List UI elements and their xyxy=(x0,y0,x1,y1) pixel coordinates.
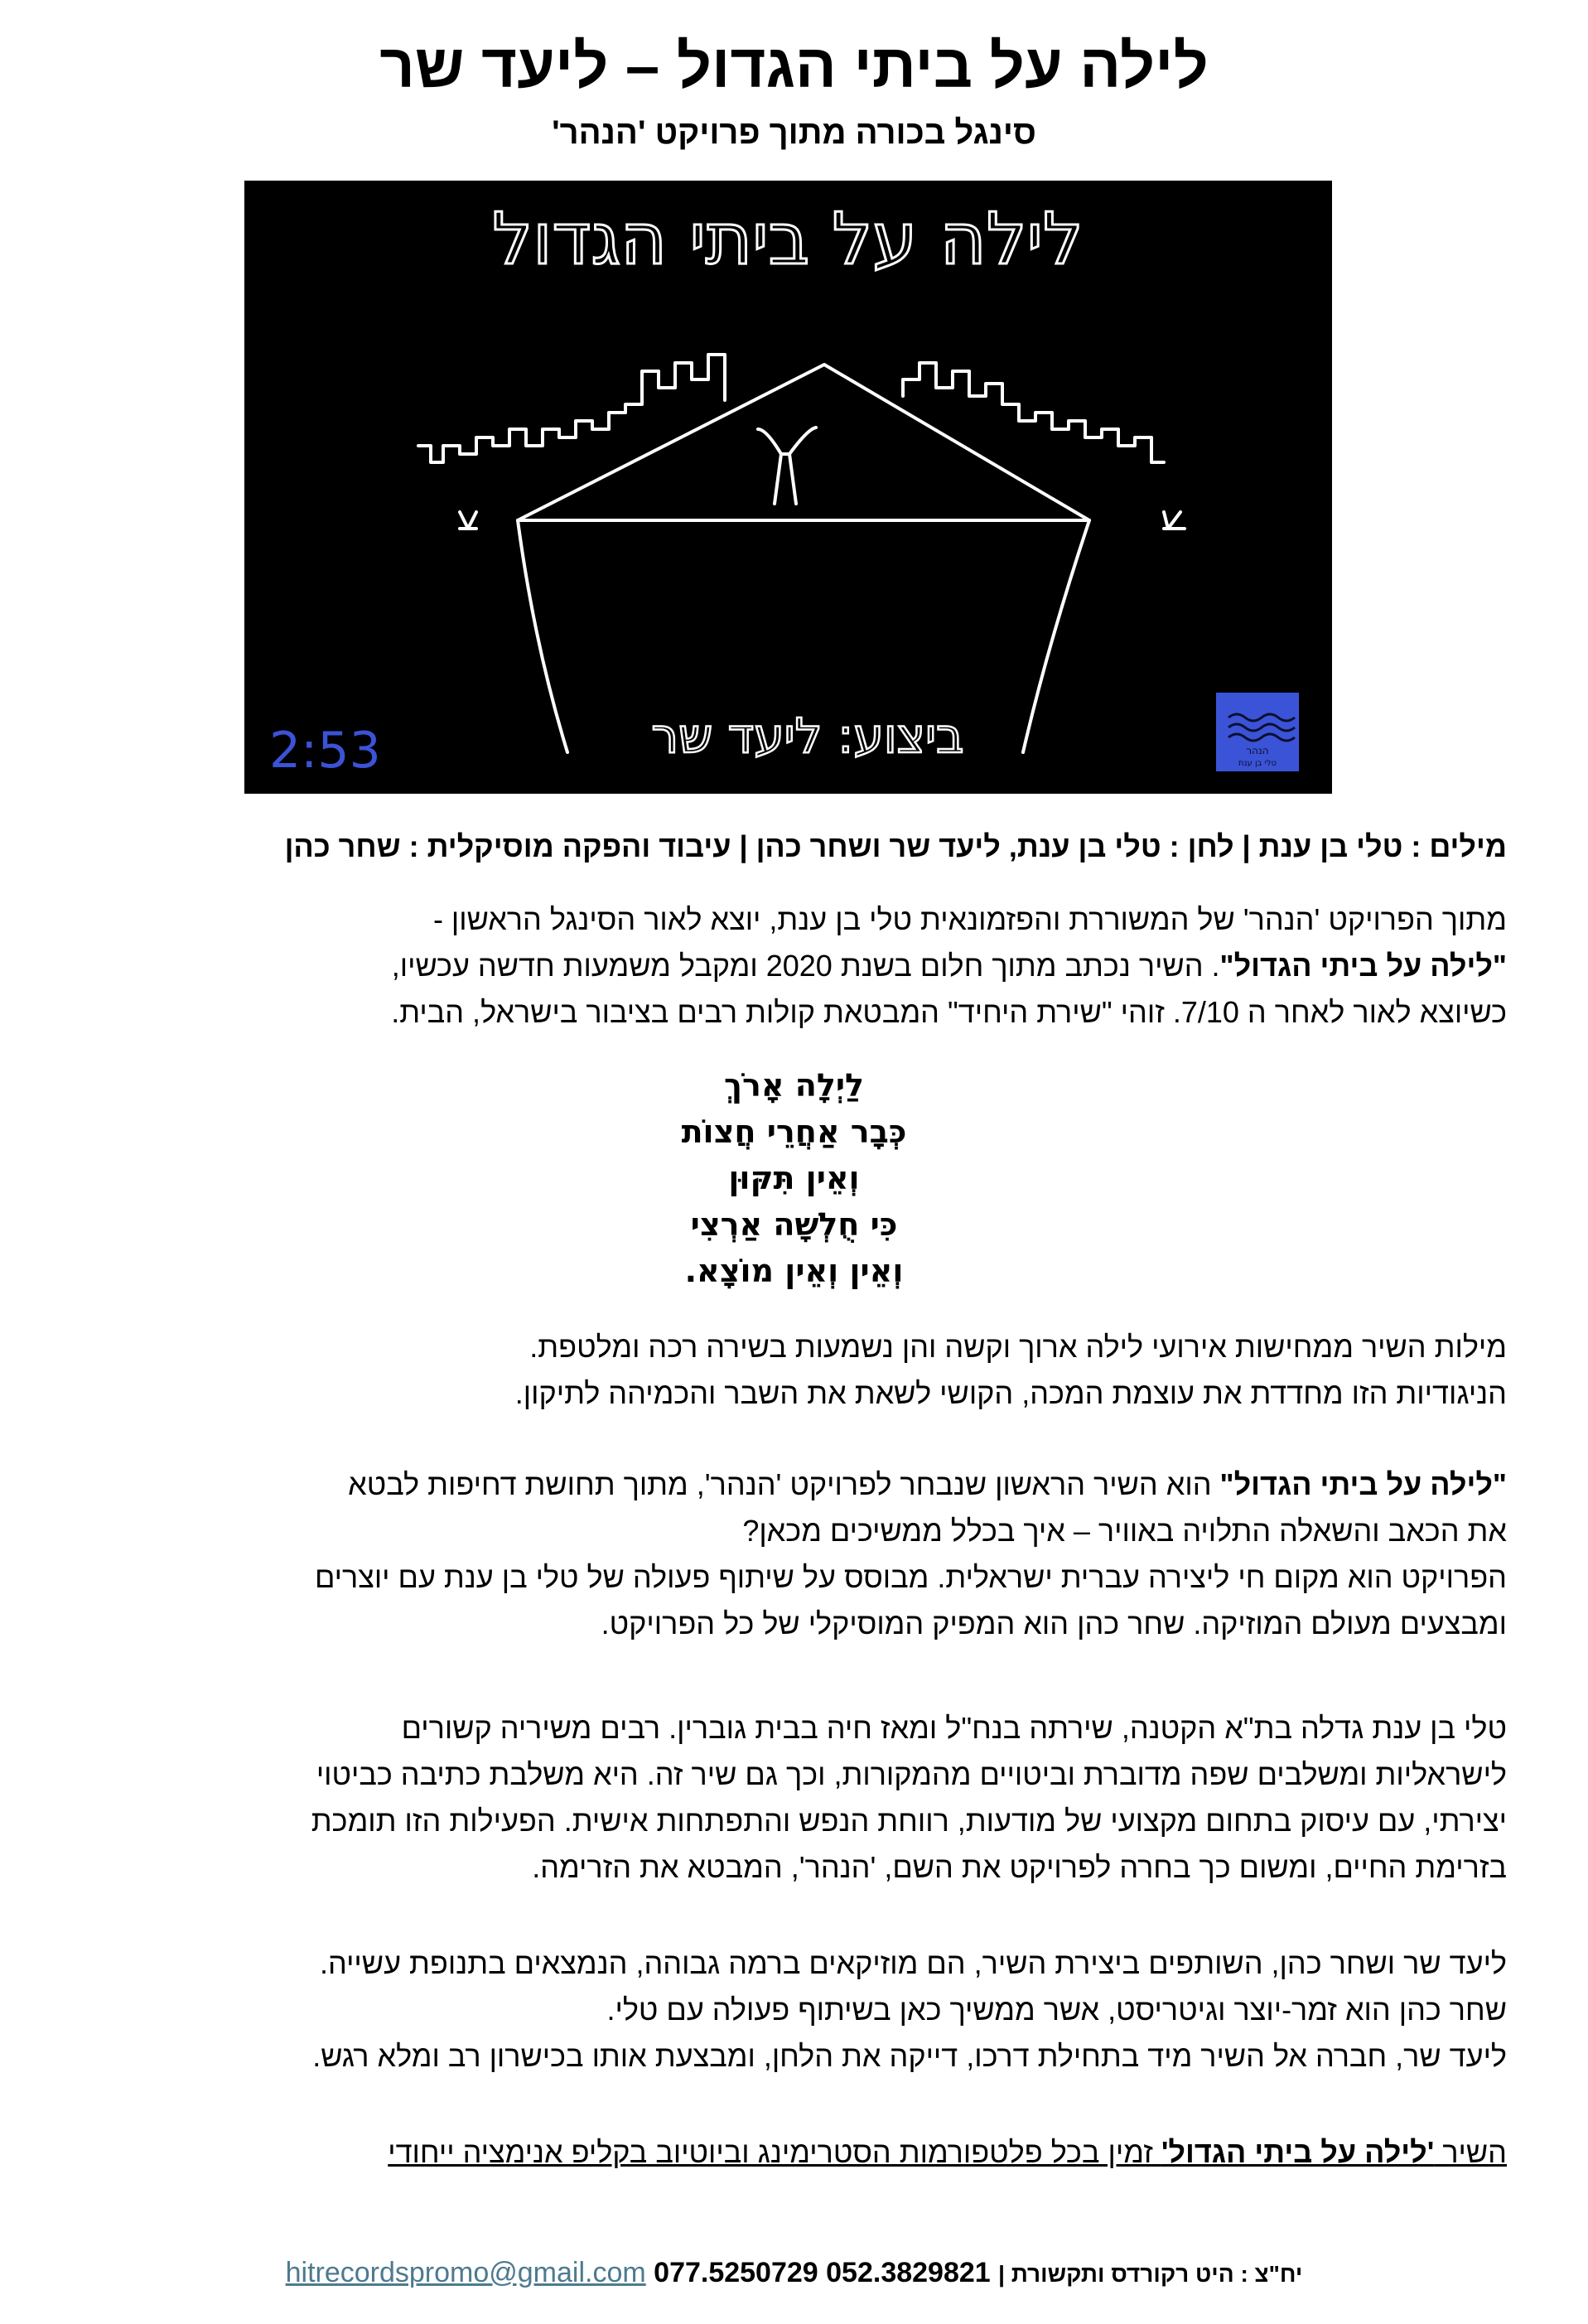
poem-line: כִּי חֻלְשָׁה אַרְצִי xyxy=(690,1206,898,1243)
logo-sub: טלי בן ענת xyxy=(1238,759,1277,768)
intro-line-2 xyxy=(75,943,1507,989)
para4-line-1: טלי בן ענת גדלה בת"א הקטנה, שירתה בנח"ל ומאז חיה בבית גוברין. רבים משיריה קשורים xyxy=(401,1711,1507,1745)
para3-line-1 xyxy=(75,1462,1507,1508)
para5-line-1: ליעד שר ושחר כהן, השותפים ביצירת השיר, הם מוזיקאים ברמה גבוהה, הנמצאים בתנופת עשייה. xyxy=(319,1946,1507,1980)
poem-line: וְאֵין וְאֵין מוֹצָא. xyxy=(684,1253,904,1289)
para5-line-2: שחר כהן הוא זמר-יוצר וגיטריסט, אשר ממשיך כאן בשיתוף פעולה עם טלי. xyxy=(606,1993,1507,2027)
poem-line: וְאֵין תִּקּוּן xyxy=(728,1160,860,1196)
cover-performer: ביצוע: ליעד שר xyxy=(651,708,964,764)
cover-title: לילה על ביתי הגדול xyxy=(492,198,1084,281)
song-title-bold: "לילה על ביתי הגדול" xyxy=(1219,949,1507,983)
cover-image xyxy=(244,181,1332,794)
intro-line-3: כשיוצא לאור לאחר ה 7/10. זוהי "שירת היחיד" המבטאת קולות רבים בציבור בישראל, הבית. xyxy=(391,995,1507,1029)
intro-paragraph xyxy=(75,896,1507,1036)
pr-label: יח"צ : היט רקורדס ותקשורת | xyxy=(998,2261,1303,2287)
poem xyxy=(0,1062,1588,1294)
page-subtitle: סינגל בכורה מתוך פרויקט 'הנהר' xyxy=(552,114,1036,151)
para4-line-3: יצירתי, עם עיסוק בתחום מקצועי של מודעות, רווחת הנפש והתפתחות אישית. הפעילות הזו תומכת xyxy=(311,1804,1507,1838)
para3-line-4: ומבצעים מעולם המוזיקה. שחר כהן הוא המפיק המוסיקלי של כל הפרויקט. xyxy=(601,1607,1507,1640)
para3-line-2: את הכאב והשאלה התלויה באוויר – איך בכלל ממשיכים מכאן? xyxy=(742,1514,1507,1548)
intro-line-2-rest: . השיר נכתב מתוך חלום בשנת 2020 ומקבל משמעות חדשה עכשיו, xyxy=(391,949,1220,983)
poem-line: כְּבָר אַחֲרֵי חֲצוֹת xyxy=(681,1114,907,1150)
cover-duration: 2:53 xyxy=(269,722,381,780)
author-paragraph xyxy=(75,1705,1507,1891)
para5-line-3: ליעד שר, חברה אל השיר מיד בתחילת דרכו, דייקה את הלחן, ומבצעת אותו בכישרון רב ומלא רגש. xyxy=(312,2039,1507,2073)
lyrics-description xyxy=(75,1324,1507,1417)
para4-line-4: בזרימת החיים, ומשום כך בחרה לפרויקט את השם, 'הנהר', המבטא את הזרימה. xyxy=(532,1850,1507,1884)
contact-phones: 077.5250729 052.3829821 xyxy=(654,2257,991,2288)
para4-line-2: לישראליות ומשלבים שפה מדוברת וביטויים מהמקורות, וכך גם שיר זה. היא משלבת כתיבה כביטוי xyxy=(316,1757,1507,1791)
poem-line: לַיְלָה אָרֹךְ xyxy=(724,1067,864,1104)
closing-start: השיר xyxy=(1434,2135,1507,2169)
logo-name: הנהר xyxy=(1246,745,1269,756)
footer xyxy=(0,2252,1588,2295)
page-title: לילה על ביתי הגדול – ליעד שר xyxy=(379,31,1209,100)
contact-email-link[interactable]: hitrecordspromo@gmail.com xyxy=(285,2257,646,2288)
para3-line-1-rest: הוא השיר הראשון שנבחר לפרויקט 'הנהר', מתוך תחושת דחיפות לבטא xyxy=(348,1467,1220,1501)
para2-line-2: הניגודיות הזו מחדדת את עוצמת המכה, הקושי לשאת את השבר והכמיהה לתיקון. xyxy=(514,1376,1507,1410)
musicians-paragraph xyxy=(75,1940,1507,2080)
intro-line-1: מתוך הפרויקט 'הנהר' של המשוררת והפזמונאית טלי בן ענת, יוצא לאור הסינגל הראשון - xyxy=(432,902,1507,936)
closing-rest: זמין בכל פלטפורמות הסטרימינג וביוטיוב בקליפ אנימציה ייחודי xyxy=(388,2135,1161,2169)
song-title-bold: "לילה על ביתי הגדול" xyxy=(1219,1467,1507,1501)
closing-title: 'לילה על ביתי הגדול' xyxy=(1161,2135,1435,2169)
credits-line: מילים : טלי בן ענת | לחן : טלי בן ענת, ליעד שר ושחר כהן | עיבוד והפקה מוסיקלית : שחר כהן xyxy=(284,829,1507,863)
availability-line xyxy=(75,2129,1507,2176)
para2-line-1: מילות השיר ממחישות אירועי לילה ארוך וקשה והן נשמעות בשירה רכה ומלטפת. xyxy=(529,1330,1507,1364)
para3-line-3: הפרויקט הוא מקום חי ליצירה עברית ישראלית. מבוסס על שיתוף פעולה של טלי בן ענת עם יוצרים xyxy=(314,1560,1507,1594)
river-logo xyxy=(1216,693,1299,771)
project-paragraph xyxy=(75,1462,1507,1647)
